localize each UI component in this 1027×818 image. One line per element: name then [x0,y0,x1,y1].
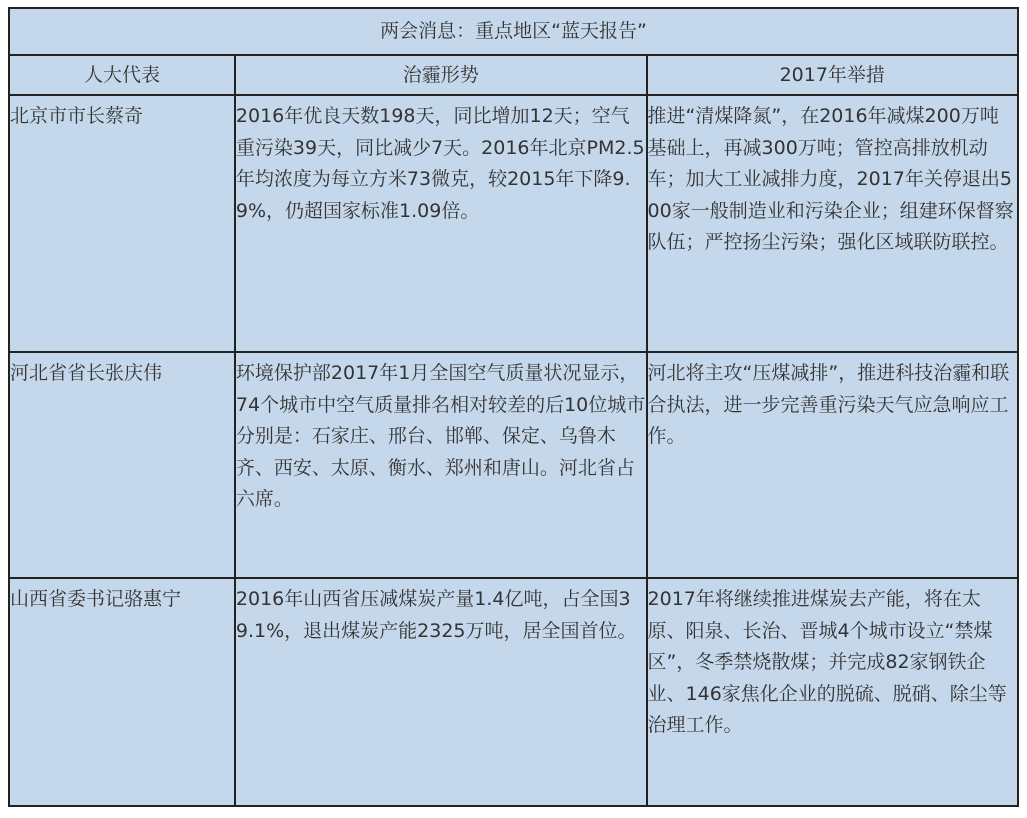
header-measures: 2017年举措 [647,55,1018,95]
table-row-beijing [9,95,1018,352]
table-row-hebei [9,352,1018,578]
situation-text: 2016年山西省压减煤炭产量1.4亿吨，占全国39.1%，退出煤炭产能2325万吨，居全国首位。 [235,588,637,642]
situation-text: 环境保护部2017年1月全国空气质量状况显示，74个城市中空气质量排名相对较差的后10位城市分别是：石家庄、邢台、邯郸、保定、乌鲁木齐、西安、太原、衡水、郑州和唐山。河北省占六席。 [235,362,646,510]
representative-text: 河北省省长张庆伟 [10,362,163,384]
table-header-row [9,55,1018,95]
table-title-row [9,8,1018,55]
cell-representative [9,95,235,352]
measures-text: 推进“清煤降氮”，在2016年减煤200万吨基础上，再减300万吨；管控高排放机动车；加大工业减排力度，2017年关停退出500家一般制造业和污染企业；组建环保督察队伍；严控扬尘污染；强化区域联防联控。 [647,105,1014,253]
representative-text: 山西省委书记骆惠宁 [10,588,182,610]
header-situation: 治霾形势 [235,55,647,95]
cell-measures [647,95,1018,352]
cell-representative [9,352,235,578]
blue-sky-report-table [8,7,1019,807]
cell-situation [235,352,647,578]
cell-situation [235,95,647,352]
measures-text: 2017年将继续推进煤炭去产能，将在太原、阳泉、长治、晋城4个城市设立“禁煤区”，冬季禁烧散煤；并完成82家钢铁企业、146家焦化企业的脱硫、脱硝、除尘等治理工作。 [647,588,1007,736]
cell-measures [647,578,1018,806]
cell-measures [647,352,1018,578]
table-title: 两会消息：重点地区“蓝天报告” [9,8,1018,55]
cell-situation [235,578,647,806]
cell-representative [9,578,235,806]
header-representative: 人大代表 [9,55,235,95]
situation-text: 2016年优良天数198天，同比增加12天；空气重污染39天，同比减少7天。2016年北京PM2.5年均浓度为每立方米73微克，较2015年下降9.9%，仍超国家标准1.09倍。 [235,105,645,222]
table-row-shanxi [9,578,1018,806]
representative-text: 北京市市长蔡奇 [10,105,144,127]
measures-text: 河北将主攻“压煤减排”，推进科技治霾和联合执法，进一步完善重污染天气应急响应工作。 [647,362,1010,447]
